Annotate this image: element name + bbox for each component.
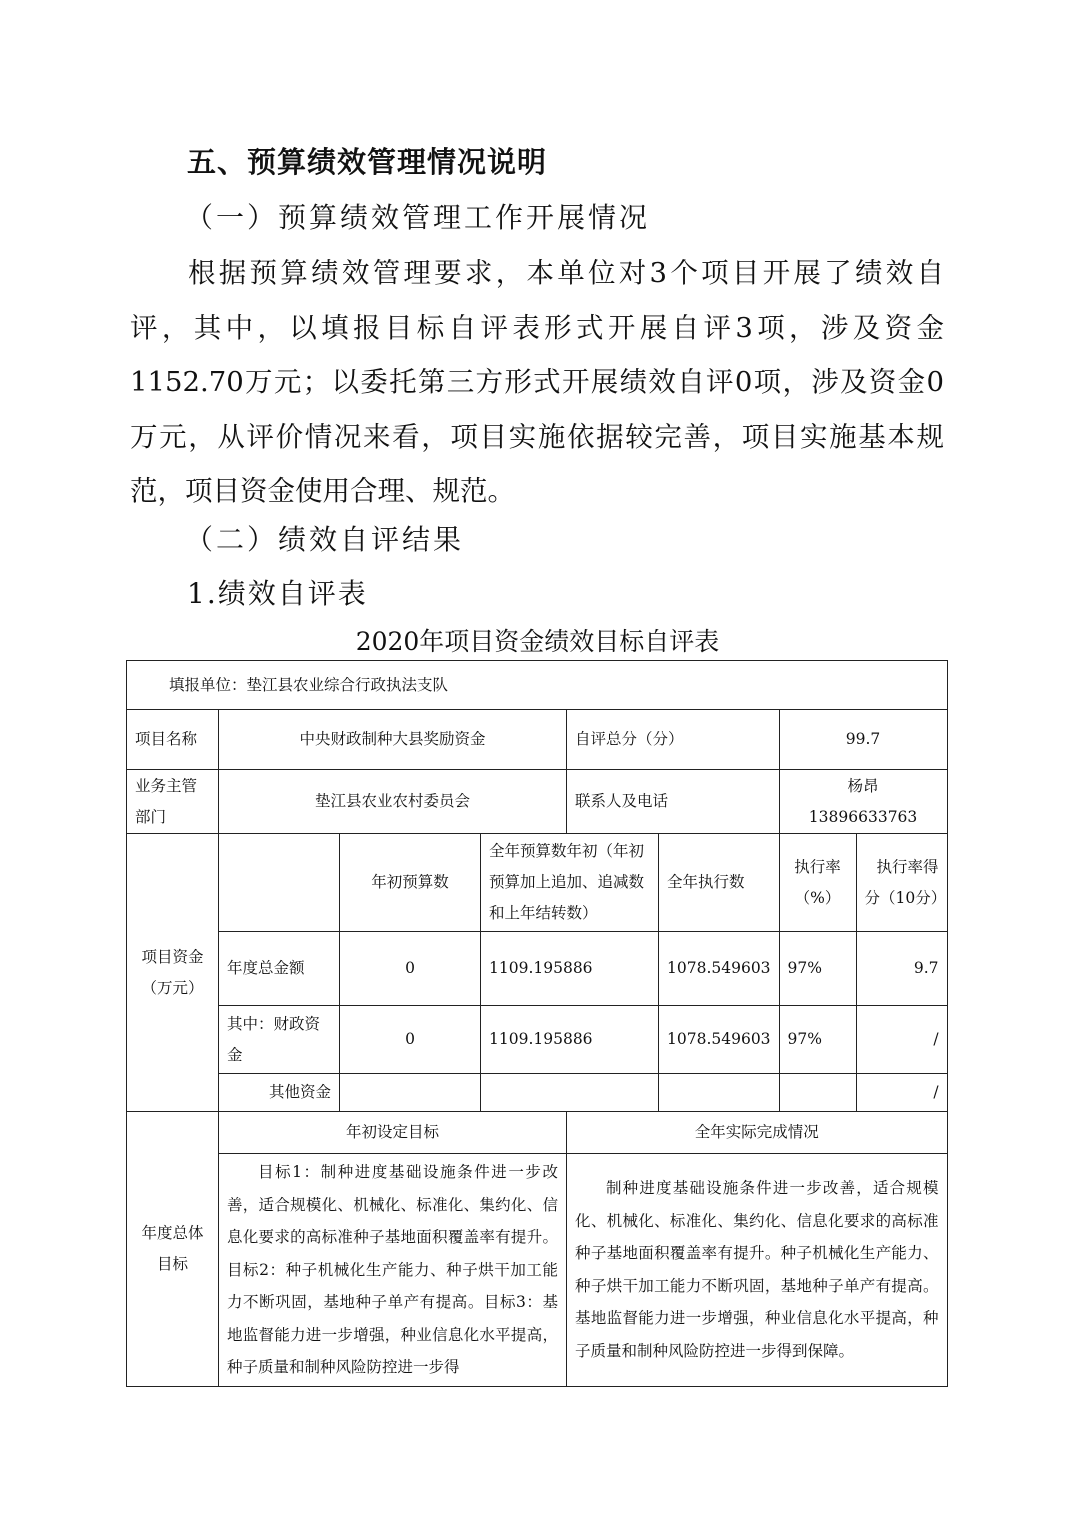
- rate-value: 97%: [779, 1006, 856, 1074]
- table-row: [127, 1074, 948, 1112]
- table-title: 2020年项目资金绩效目标自评表: [355, 627, 720, 656]
- subheading-table: 1.绩效自评表: [187, 577, 368, 610]
- contact-phone: 13896633763: [808, 807, 918, 826]
- project-name-label: 项目名称: [127, 710, 219, 770]
- score-value: 9.7: [856, 932, 947, 1006]
- goals-set-text: 目标1：制种进度基础设施条件进一步改善，适合规模化、机械化、标准化、集约化、信息化要求的高标准种子基地面积覆盖率有提升。目标2：种子机械化生产能力、种子烘干加工能力不断巩固，基地种子单产有提高。目标3：基地监督能力进一步增强，种业信息化水平提高，种子质量和制种风险防控进一步得: [219, 1154, 567, 1387]
- goals-actual-text: 制种进度基础设施条件进一步改善，适合规模化、机械化、标准化、集约化、信息化要求的高标准种子基地面积覆盖率有提升。种子机械化生产能力、种子烘干加工能力不断巩固，基地种子单产有提高。基地监督能力进一步增强，种业信息化水平提高，种子质量和制种风险防控进一步得到保障。: [567, 1154, 948, 1387]
- table-row: [127, 1006, 948, 1074]
- body-paragraph: [130, 246, 944, 519]
- subheading-work: （一）预算绩效管理工作开展情况: [185, 201, 651, 234]
- table-row: [127, 932, 948, 1006]
- rate-value: [779, 1074, 856, 1112]
- project-name: 中央财政制种大县奖励资金: [219, 710, 567, 770]
- exec-value: 1078.549603: [659, 1006, 780, 1074]
- funds-label: 项目资金（万元）: [127, 834, 219, 1112]
- contact-name: 杨昂: [847, 776, 879, 795]
- contact-info: [779, 770, 947, 834]
- row-label: 其他资金: [219, 1074, 340, 1112]
- score-value: /: [856, 1006, 947, 1074]
- goals-label: 年度总体目标: [127, 1112, 219, 1387]
- col-initial-budget: 年初预算数: [340, 834, 481, 932]
- subheading-results: （二）绩效自评结果: [185, 523, 465, 556]
- dept-label: 业务主管部门: [127, 770, 219, 834]
- row-label: 其中：财政资金: [219, 1006, 340, 1074]
- paragraph-line: 评，其中，以填报目标自评表形式开展自评3项，涉及资金: [130, 311, 944, 344]
- col-annual-exec: 全年执行数: [659, 834, 780, 932]
- initial-value: 0: [340, 932, 481, 1006]
- section-heading: 五、预算绩效管理情况说明: [187, 145, 548, 179]
- total-score-label: 自评总分（分）: [567, 710, 780, 770]
- col-exec-rate: 执行率（%）: [779, 834, 856, 932]
- annual-value: 1109.195886: [481, 1006, 659, 1074]
- goals-set-header: 年初设定目标: [219, 1112, 567, 1154]
- self-evaluation-table: [126, 660, 948, 1387]
- annual-value: [481, 1074, 659, 1112]
- contact-label: 联系人及电话: [567, 770, 780, 834]
- paragraph-line: 1152.70万元；以委托第三方形式开展绩效自评0项，涉及资金0: [130, 366, 944, 398]
- annual-value: 1109.195886: [481, 932, 659, 1006]
- initial-value: [340, 1074, 481, 1112]
- blank-header-cell: [219, 834, 340, 932]
- goals-actual-header: 全年实际完成情况: [567, 1112, 948, 1154]
- row-label: 年度总金额: [219, 932, 340, 1006]
- paragraph-line: 根据预算绩效管理要求，本单位对3个项目开展了绩效自: [188, 257, 944, 289]
- paragraph-line: 范，项目资金使用合理、规范。: [130, 475, 515, 507]
- exec-value: [659, 1074, 780, 1112]
- rate-value: 97%: [779, 932, 856, 1006]
- paragraph-line: 万元，从评价情况来看，项目实施依据较完善，项目实施基本规: [130, 420, 944, 453]
- filing-unit: 填报单位：垫江县农业综合行政执法支队: [127, 661, 948, 710]
- initial-value: 0: [340, 1006, 481, 1074]
- col-rate-score: 执行率得分（10分）: [856, 834, 947, 932]
- col-annual-budget: 全年预算数年初（年初预算加上追加、追减数和上年结转数）: [481, 834, 659, 932]
- dept-name: 垫江县农业农村委员会: [219, 770, 567, 834]
- total-score: 99.7: [779, 710, 947, 770]
- exec-value: 1078.549603: [659, 932, 780, 1006]
- score-value: /: [856, 1074, 947, 1112]
